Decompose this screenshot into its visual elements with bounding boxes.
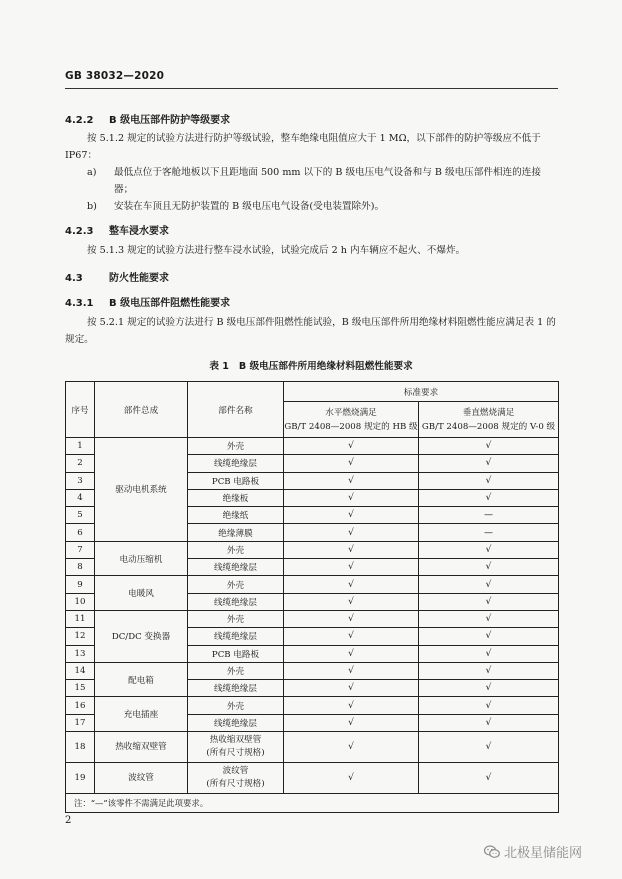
cell-assembly: 热收缩双壁管 bbox=[95, 732, 188, 763]
cell-horizontal: √ bbox=[284, 472, 419, 489]
cell-vertical: √ bbox=[419, 732, 559, 763]
cell-part: 线缆绝缘层 bbox=[188, 628, 284, 645]
cell-seq: 13 bbox=[66, 645, 95, 662]
section-title: 防火性能要求 bbox=[109, 273, 169, 284]
cell-seq: 2 bbox=[66, 455, 95, 472]
cell-assembly: 电动压缩机 bbox=[95, 541, 188, 576]
cell-seq: 19 bbox=[66, 763, 95, 794]
cell-assembly: 充电插座 bbox=[95, 697, 188, 732]
table-number: 表 1 bbox=[209, 361, 229, 372]
cell-horizontal: √ bbox=[284, 697, 419, 714]
header-assembly: 部件总成 bbox=[95, 382, 188, 438]
cell-part: 绝缘薄膜 bbox=[188, 524, 284, 541]
table-caption: B 级电压部件所用绝缘材料阻燃性能要求 bbox=[238, 361, 413, 372]
cell-part: 线缆绝缘层 bbox=[188, 559, 284, 576]
standard-code: GB 38032—2020 bbox=[65, 70, 165, 82]
table-note-row bbox=[66, 794, 559, 813]
cell-vertical: √ bbox=[419, 628, 559, 645]
paragraph-4-2-3: 按 5.1.3 规定的试验方法进行整车浸水试验，试验完成后 2 h 内车辆应不起火、不爆炸。 bbox=[87, 245, 466, 256]
cell-part: 线缆绝缘层 bbox=[188, 455, 284, 472]
section-heading-4-2-3 bbox=[65, 222, 169, 237]
header-horizontal-line2: GB/T 2408—2008 规定的 HB 级 bbox=[284, 421, 418, 432]
cell-vertical: √ bbox=[419, 593, 559, 610]
header-horizontal-line1: 水平燃烧满足 bbox=[325, 407, 377, 418]
cell-horizontal: √ bbox=[284, 645, 419, 662]
cell-seq: 8 bbox=[66, 559, 95, 576]
cell-assembly: DC/DC 变换器 bbox=[95, 610, 188, 662]
list-item-label: a) bbox=[87, 167, 97, 178]
cell-vertical: √ bbox=[419, 472, 559, 489]
header-vertical-line1: 垂直燃烧满足 bbox=[462, 407, 515, 418]
cell-seq: 1 bbox=[66, 438, 95, 455]
cell-horizontal: √ bbox=[284, 593, 419, 610]
cell-seq: 14 bbox=[66, 662, 95, 679]
cell-assembly: 配电箱 bbox=[95, 662, 188, 697]
cell-vertical: √ bbox=[419, 489, 559, 506]
cell-vertical: √ bbox=[419, 610, 559, 627]
cell-seq: 11 bbox=[66, 610, 95, 627]
section-number: 4.2.3 bbox=[65, 226, 94, 237]
cell-vertical: √ bbox=[419, 455, 559, 472]
list-item-text: 安装在车顶且无防护装置的 B 级电压电气设备(受电装置除外)。 bbox=[114, 201, 385, 212]
section-heading-4-3-1 bbox=[65, 294, 230, 309]
cell-horizontal: √ bbox=[284, 610, 419, 627]
section-title: B 级电压部件防护等级要求 bbox=[109, 115, 231, 126]
cell-part-line1: 热收缩双壁管 bbox=[209, 735, 262, 746]
section-number: 4.3 bbox=[65, 273, 83, 284]
cell-part: 外壳 bbox=[188, 438, 284, 455]
cell-assembly: 波纹管 bbox=[95, 763, 188, 794]
table-note: 注：“—”该零件不需满足此项要求。 bbox=[66, 794, 559, 813]
header-part: 部件名称 bbox=[188, 382, 284, 438]
paragraph-4-2-2: 按 5.1.2 规定的试验方法进行防护等级试验，整车绝缘电阻值应大于 1 MΩ，以下部件的防护等级应不低于 IP67： bbox=[65, 133, 541, 161]
paragraph-4-3-1: 按 5.2.1 规定的试验方法进行 B 级电压部件阻燃性能试验，B 级电压部件所用绝缘材料阻燃性能应满足表 1 的规定。 bbox=[65, 317, 556, 345]
cell-horizontal: √ bbox=[284, 489, 419, 506]
cell-horizontal: √ bbox=[284, 559, 419, 576]
cell-horizontal: √ bbox=[284, 714, 419, 731]
cell-vertical: √ bbox=[419, 541, 559, 558]
table-row bbox=[66, 763, 559, 794]
cell-vertical: √ bbox=[419, 714, 559, 731]
table-row bbox=[66, 438, 559, 455]
cell-seq: 7 bbox=[66, 541, 95, 558]
cell-part: 外壳 bbox=[188, 576, 284, 593]
page-number: 2 bbox=[65, 815, 72, 826]
cell-horizontal: √ bbox=[284, 455, 419, 472]
cell-assembly: 驱动电机系统 bbox=[95, 438, 188, 542]
cell-part: PCB 电路板 bbox=[188, 472, 284, 489]
cell-part: 外壳 bbox=[188, 662, 284, 679]
cell-seq: 12 bbox=[66, 628, 95, 645]
cell-seq: 10 bbox=[66, 593, 95, 610]
cell-horizontal: √ bbox=[284, 576, 419, 593]
cell-vertical: √ bbox=[419, 680, 559, 697]
section-title: 整车浸水要求 bbox=[109, 226, 169, 237]
section-title: B 级电压部件阻燃性能要求 bbox=[109, 298, 231, 309]
cell-seq: 15 bbox=[66, 680, 95, 697]
list-item-label: b) bbox=[87, 201, 97, 212]
cell-seq: 16 bbox=[66, 697, 95, 714]
table-title bbox=[0, 358, 622, 372]
cell-seq: 6 bbox=[66, 524, 95, 541]
cell-horizontal: √ bbox=[284, 507, 419, 524]
table-row bbox=[66, 662, 559, 679]
cell-seq: 9 bbox=[66, 576, 95, 593]
list-item-text: 最低点位于客舱地板以下且距地面 500 mm 以下的 B 级电压电气设备和与 B 级电压部件相连的连接器； bbox=[114, 167, 541, 195]
cell-vertical: √ bbox=[419, 763, 559, 794]
cell-assembly: 电暖风 bbox=[95, 576, 188, 611]
table-header-row bbox=[66, 382, 559, 402]
cell-part-line2: (所有尺寸规格) bbox=[206, 779, 265, 790]
header-standard: 标准要求 bbox=[284, 382, 559, 402]
cell-vertical: √ bbox=[419, 645, 559, 662]
table-row bbox=[66, 541, 559, 558]
header-seq: 序号 bbox=[66, 382, 95, 438]
cell-vertical: √ bbox=[419, 559, 559, 576]
header-rule bbox=[65, 88, 558, 89]
cell-vertical: √ bbox=[419, 662, 559, 679]
cell-part: 外壳 bbox=[188, 697, 284, 714]
cell-part: PCB 电路板 bbox=[188, 645, 284, 662]
section-heading-4-2-2 bbox=[65, 111, 230, 126]
cell-horizontal: √ bbox=[284, 524, 419, 541]
cell-part-line1: 波纹管 bbox=[222, 766, 249, 777]
wechat-icon bbox=[484, 845, 500, 859]
cell-horizontal: √ bbox=[284, 732, 419, 763]
header-horizontal bbox=[284, 402, 419, 438]
cell-part: 线缆绝缘层 bbox=[188, 680, 284, 697]
table-row bbox=[66, 732, 559, 763]
section-heading-4-3 bbox=[65, 269, 169, 284]
table-row bbox=[66, 697, 559, 714]
cell-vertical: — bbox=[419, 507, 559, 524]
cell-seq: 4 bbox=[66, 489, 95, 506]
flammability-table bbox=[65, 381, 559, 813]
cell-horizontal: √ bbox=[284, 541, 419, 558]
cell-vertical: √ bbox=[419, 576, 559, 593]
cell-vertical: — bbox=[419, 524, 559, 541]
section-number: 4.2.2 bbox=[65, 115, 94, 126]
cell-seq: 5 bbox=[66, 507, 95, 524]
table-row bbox=[66, 610, 559, 627]
cell-horizontal: √ bbox=[284, 680, 419, 697]
cell-part: 外壳 bbox=[188, 541, 284, 558]
cell-part: 线缆绝缘层 bbox=[188, 714, 284, 731]
watermark-text: 北极星储能网 bbox=[504, 846, 583, 861]
cell-part bbox=[188, 763, 284, 794]
cell-part bbox=[188, 732, 284, 763]
watermark bbox=[484, 842, 582, 861]
cell-seq: 17 bbox=[66, 714, 95, 731]
cell-part: 外壳 bbox=[188, 610, 284, 627]
cell-horizontal: √ bbox=[284, 628, 419, 645]
cell-seq: 3 bbox=[66, 472, 95, 489]
cell-part: 绝缘纸 bbox=[188, 507, 284, 524]
cell-vertical: √ bbox=[419, 697, 559, 714]
cell-part: 线缆绝缘层 bbox=[188, 593, 284, 610]
header-vertical-line2: GB/T 2408—2008 规定的 V-0 级 bbox=[421, 421, 556, 432]
cell-part-line2: (所有尺寸规格) bbox=[206, 748, 265, 759]
header-vertical bbox=[419, 402, 559, 438]
section-number: 4.3.1 bbox=[65, 298, 94, 309]
cell-vertical: √ bbox=[419, 438, 559, 455]
cell-horizontal: √ bbox=[284, 438, 419, 455]
cell-seq: 18 bbox=[66, 732, 95, 763]
cell-horizontal: √ bbox=[284, 662, 419, 679]
cell-horizontal: √ bbox=[284, 763, 419, 794]
cell-part: 绝缘板 bbox=[188, 489, 284, 506]
table-row bbox=[66, 576, 559, 593]
